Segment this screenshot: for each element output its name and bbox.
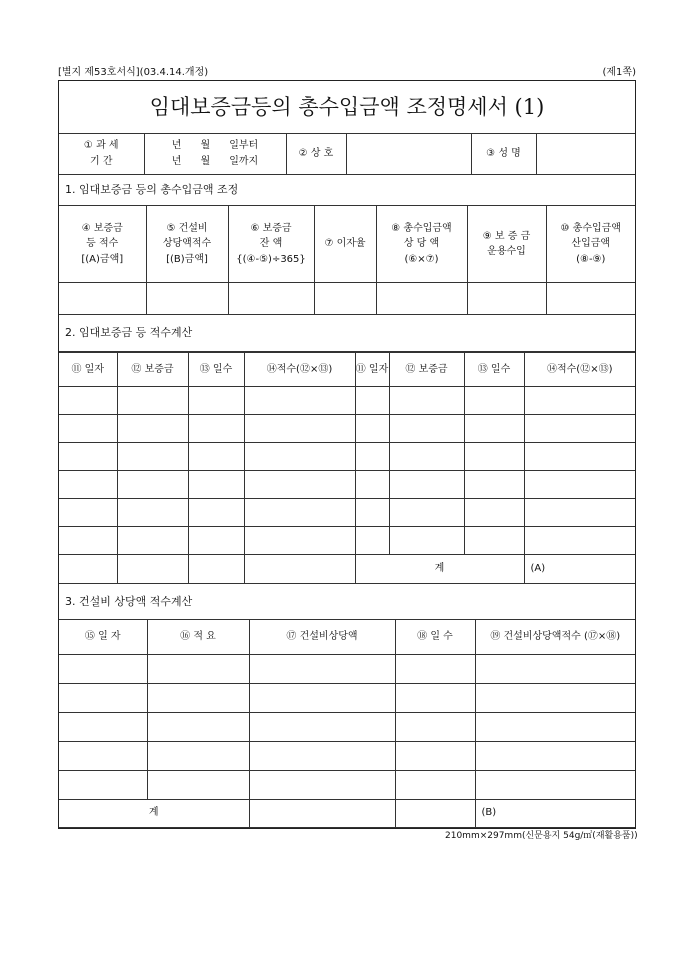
section2-input-cell[interactable] bbox=[524, 499, 635, 527]
section1-col-header: ④ 보증금 등 적수 [(A)금액] bbox=[59, 206, 146, 283]
section1-col-header: ⑧ 총수입금액 상 당 액 (⑥×⑦) bbox=[376, 206, 467, 283]
section3-input-cell[interactable] bbox=[395, 712, 475, 741]
section2-input-cell[interactable] bbox=[524, 527, 635, 555]
section3-total-label: 계 bbox=[59, 799, 249, 827]
section1-input-cell[interactable] bbox=[314, 283, 376, 315]
table-row bbox=[59, 499, 635, 527]
section3-input-cell[interactable] bbox=[249, 654, 395, 683]
section2-total-a[interactable]: (A) bbox=[524, 555, 635, 584]
section2-input-cell[interactable] bbox=[59, 415, 117, 443]
section2-input-cell[interactable] bbox=[117, 499, 188, 527]
section2-input-cell[interactable] bbox=[59, 499, 117, 527]
section3-input-cell[interactable] bbox=[249, 741, 395, 770]
section2-table bbox=[59, 352, 635, 584]
section1-col-header: ⑤ 건설비 상당액적수 [(B)금액] bbox=[146, 206, 228, 283]
section2-input-cell[interactable] bbox=[464, 443, 524, 471]
section2-total-row bbox=[59, 555, 635, 584]
section3-input-cell[interactable] bbox=[475, 712, 635, 741]
section3-input-cell[interactable] bbox=[59, 770, 147, 799]
table-row bbox=[59, 471, 635, 499]
section2-input-cell[interactable] bbox=[188, 527, 244, 555]
table-row bbox=[59, 415, 635, 443]
section3-input-cell[interactable] bbox=[59, 712, 147, 741]
section2-col-header: ⑪ 일자 bbox=[355, 353, 389, 387]
section2-input-cell[interactable] bbox=[117, 387, 188, 415]
paper-spec: 210mm×297mm(신문용지 54g/㎡(재활용품)) bbox=[445, 831, 638, 841]
section2-input-cell[interactable] bbox=[117, 555, 188, 584]
section2-input-cell[interactable] bbox=[59, 471, 117, 499]
section2-col-header: ⑫ 보증금 bbox=[117, 353, 188, 387]
section2-input-cell[interactable] bbox=[524, 471, 635, 499]
section3-input-cell[interactable] bbox=[475, 654, 635, 683]
section1-input-cell[interactable] bbox=[146, 283, 228, 315]
section3-input-cell[interactable] bbox=[395, 770, 475, 799]
section2-input-cell[interactable] bbox=[524, 443, 635, 471]
section3-input-cell[interactable] bbox=[475, 741, 635, 770]
section3-input-cell[interactable] bbox=[395, 799, 475, 827]
period-label: ① 과 세 기 간 bbox=[59, 134, 144, 174]
section2-input-cell[interactable] bbox=[188, 471, 244, 499]
section3-col-header: ⑲ 건설비상당액적수 (⑰×⑱) bbox=[475, 619, 635, 654]
section2-input-cell[interactable] bbox=[117, 471, 188, 499]
section3-input-cell[interactable] bbox=[395, 654, 475, 683]
table-row bbox=[59, 527, 635, 555]
section3-input-cell[interactable] bbox=[249, 799, 395, 827]
section2-input-cell[interactable] bbox=[355, 387, 389, 415]
section3-input-cell[interactable] bbox=[59, 741, 147, 770]
section3-col-header: ⑱ 일 수 bbox=[395, 619, 475, 654]
section2-input-cell[interactable] bbox=[188, 387, 244, 415]
section2-input-cell[interactable] bbox=[244, 415, 355, 443]
section2-input-cell[interactable] bbox=[389, 499, 464, 527]
section2-input-cell[interactable] bbox=[117, 415, 188, 443]
section3-input-cell[interactable] bbox=[395, 683, 475, 712]
section2-input-cell[interactable] bbox=[188, 443, 244, 471]
section3-input-cell[interactable] bbox=[147, 654, 249, 683]
section2-col-header: ⑭적수(⑫×⑬) bbox=[524, 353, 635, 387]
section3-col-header: ⑰ 건설비상당액 bbox=[249, 619, 395, 654]
section2-input-cell[interactable] bbox=[389, 415, 464, 443]
table-row bbox=[59, 770, 635, 799]
section3-col-header: ⑯ 적 요 bbox=[147, 619, 249, 654]
section3-total-b[interactable]: (B) bbox=[475, 799, 635, 827]
section2-input-cell[interactable] bbox=[464, 387, 524, 415]
section3-input-cell[interactable] bbox=[395, 741, 475, 770]
table-row bbox=[59, 712, 635, 741]
section3-input-cell[interactable] bbox=[249, 770, 395, 799]
name-label: ③ 성 명 bbox=[471, 134, 536, 174]
section2-input-cell[interactable] bbox=[389, 471, 464, 499]
section3-input-cell[interactable] bbox=[147, 683, 249, 712]
section2-heading: 2. 임대보증금 등 적수계산 bbox=[59, 315, 635, 352]
form-title: 임대보증금등의 총수입금액 조정명세서 (1) bbox=[59, 81, 635, 134]
trade-name-label: ② 상 호 bbox=[286, 134, 346, 174]
table-row bbox=[59, 741, 635, 770]
period-field[interactable]: 년 월 일부터 년 월 일까지 bbox=[144, 134, 286, 174]
info-table bbox=[59, 134, 635, 175]
section2-input-cell[interactable] bbox=[389, 443, 464, 471]
section2-input-cell[interactable] bbox=[244, 499, 355, 527]
section1-input-cell[interactable] bbox=[59, 283, 146, 315]
section1-col-header: ⑥ 보증금 잔 액 {(④-⑤)÷365} bbox=[228, 206, 314, 283]
section2-input-cell[interactable] bbox=[355, 415, 389, 443]
section2-input-cell[interactable] bbox=[244, 387, 355, 415]
table-row bbox=[59, 683, 635, 712]
section1-table bbox=[59, 175, 635, 353]
section2-input-cell[interactable] bbox=[117, 443, 188, 471]
section1-col-header: ⑩ 총수입금액 산입금액 (⑧-⑨) bbox=[546, 206, 635, 283]
section2-input-cell[interactable] bbox=[389, 527, 464, 555]
section2-input-cell[interactable] bbox=[188, 555, 244, 584]
section2-input-cell[interactable] bbox=[244, 555, 355, 584]
section1-input-cell[interactable] bbox=[228, 283, 314, 315]
section2-input-cell[interactable] bbox=[464, 499, 524, 527]
section3-input-cell[interactable] bbox=[147, 712, 249, 741]
section2-input-cell[interactable] bbox=[464, 471, 524, 499]
section2-input-cell[interactable] bbox=[59, 527, 117, 555]
section2-input-cell[interactable] bbox=[244, 471, 355, 499]
section3-input-cell[interactable] bbox=[147, 741, 249, 770]
section2-input-cell[interactable] bbox=[524, 387, 635, 415]
section2-input-cell[interactable] bbox=[188, 499, 244, 527]
section3-input-cell[interactable] bbox=[147, 770, 249, 799]
section1-input-cell[interactable] bbox=[467, 283, 546, 315]
section2-input-cell[interactable] bbox=[188, 415, 244, 443]
section2-input-cell[interactable] bbox=[355, 471, 389, 499]
section2-input-cell[interactable] bbox=[59, 387, 117, 415]
section3-input-cell[interactable] bbox=[59, 654, 147, 683]
table-row bbox=[59, 654, 635, 683]
section3-heading: 3. 건설비 상당액 적수계산 bbox=[59, 584, 635, 619]
table-row bbox=[59, 443, 635, 471]
name-field[interactable] bbox=[536, 134, 635, 174]
section2-input-cell[interactable] bbox=[355, 527, 389, 555]
section3-input-cell[interactable] bbox=[59, 683, 147, 712]
section2-input-cell[interactable] bbox=[464, 527, 524, 555]
section1-input-cell[interactable] bbox=[546, 283, 635, 315]
section3-table bbox=[59, 584, 635, 828]
section3-input-cell[interactable] bbox=[249, 683, 395, 712]
section2-input-cell[interactable] bbox=[244, 527, 355, 555]
section2-input-cell[interactable] bbox=[355, 443, 389, 471]
section3-input-cell[interactable] bbox=[475, 770, 635, 799]
section2-input-cell[interactable] bbox=[524, 415, 635, 443]
section2-total-label: 계 bbox=[355, 555, 524, 584]
section2-input-cell[interactable] bbox=[389, 387, 464, 415]
section2-input-cell[interactable] bbox=[464, 415, 524, 443]
section1-input-cell[interactable] bbox=[376, 283, 467, 315]
section2-input-cell[interactable] bbox=[117, 527, 188, 555]
section2-col-header: ⑫ 보증금 bbox=[389, 353, 464, 387]
section3-input-cell[interactable] bbox=[249, 712, 395, 741]
form-id: [별지 제53호서식](03.4.14.개정) bbox=[58, 67, 209, 78]
section2-col-header: ⑭적수(⑫×⑬) bbox=[244, 353, 355, 387]
section1-heading: 1. 임대보증금 등의 총수입금액 조정 bbox=[59, 175, 635, 206]
statement-form bbox=[58, 80, 636, 829]
section1-col-header: ⑦ 이자율 bbox=[314, 206, 376, 283]
section2-input-cell[interactable] bbox=[244, 443, 355, 471]
section3-total-row bbox=[59, 799, 635, 827]
section2-input-cell[interactable] bbox=[355, 499, 389, 527]
section2-col-header: ⑪ 일자 bbox=[59, 353, 117, 387]
table-row bbox=[59, 387, 635, 415]
section2-col-header: ⑬ 일수 bbox=[464, 353, 524, 387]
page-label: (제1쪽) bbox=[602, 67, 636, 78]
section2-input-cell[interactable] bbox=[59, 555, 117, 584]
section3-col-header: ⑮ 일 자 bbox=[59, 619, 147, 654]
section2-col-header: ⑬ 일수 bbox=[188, 353, 244, 387]
section3-input-cell[interactable] bbox=[475, 683, 635, 712]
section2-input-cell[interactable] bbox=[59, 443, 117, 471]
trade-name-field[interactable] bbox=[346, 134, 471, 174]
section1-col-header: ⑨ 보 증 금 운용수입 bbox=[467, 206, 546, 283]
